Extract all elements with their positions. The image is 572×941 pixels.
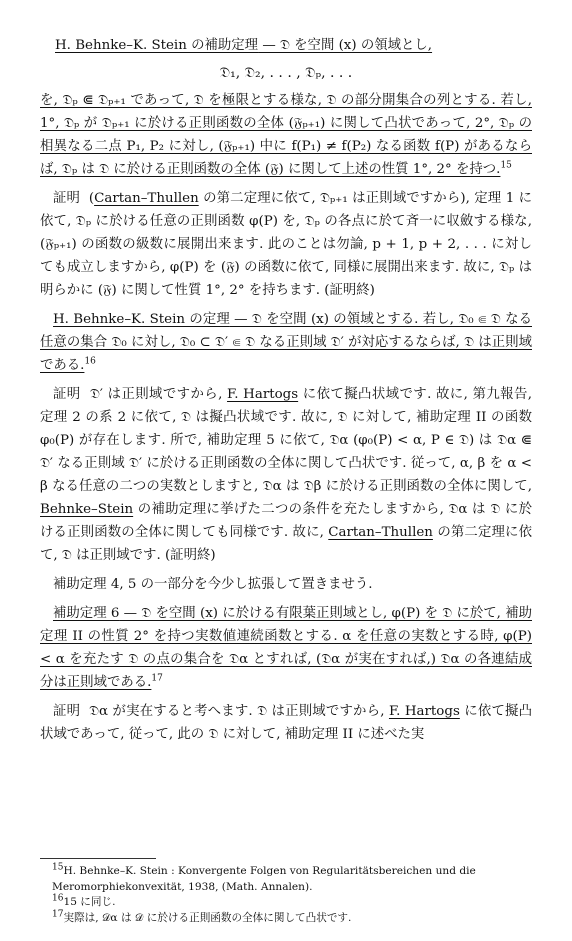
ref-hartogs: F. Hartogs — [388, 704, 460, 719]
proof-label: 証明 — [53, 387, 81, 402]
footnote-number: 16 — [52, 893, 64, 904]
theorem-text: — 𝔇 を空間 (x) の領域とする. 若し, 𝔇₀ ⋐ 𝔇 なる任意の集合 𝔇₀ に対し, 𝔇₀ ⊂ 𝔇′ ⋐ 𝔇 なる正則域 𝔇′ が対応するならば, 𝔇 は正則域である. — [40, 312, 532, 373]
proof-text-2: に依て擬凸状域であって, 従って, 此の 𝔇 に対して, 補助定理 II に述べた実 — [40, 704, 533, 742]
proof-lemma — [40, 187, 532, 302]
footnote-number: 15 — [52, 862, 64, 873]
extension-note: 補助定理 4, 5 の一部分を今少し拡張して置きませう. — [53, 577, 373, 592]
ref-behnke-stein: Behnke–Stein — [40, 502, 134, 517]
proof-theorem — [40, 383, 532, 567]
footnote-text: 15 に同じ. — [63, 896, 116, 908]
footnote-text: 実際は, 𝒟α は 𝒟 に於ける正則函数の全体に関して凸状です. — [63, 911, 352, 924]
footnote-ref-15: 15 — [500, 160, 512, 171]
proof-text-1: 𝔇α が実在すると考へます. 𝔇 は正則域ですから, — [89, 704, 389, 719]
footnote-ref-16: 16 — [84, 356, 96, 367]
domain-sequence: 𝔇₁, 𝔇₂, . . . , 𝔇ₚ, . . . — [219, 65, 353, 81]
proof-text-4: の第二定理に依て, 𝔇 は正則域です. (証明終) — [40, 525, 532, 563]
theorem-title: H. Behnke–K. Stein の定理 — [53, 312, 230, 327]
footnote-number: 17 — [52, 908, 64, 919]
lemma-6 — [40, 602, 532, 694]
footnote-ref-17: 17 — [151, 673, 163, 684]
proof-label: 証明 — [53, 704, 81, 719]
footnote-16 — [40, 895, 532, 911]
proof-label: 証明 — [53, 191, 81, 206]
proof-text: の第二定理に依て, 𝔇ₚ₊₁ は正則域ですから), 定理 1 に依て, 𝔇ₚ に於ける任意の正則函数 φ(P) を, 𝔇ₚ の各点に於て斉一に収斂する様な, (𝔉ₚ₊₁) の函数の級数に展開出来ます. 此のことは勿論, p + 1, p + 2, . . . に対しても成立しますから, φ(P) を (𝔉) の函数に依て, 同様に展開出来ます. 故に, 𝔇ₚ は明らかに (𝔉) に関して性質 1°, 2° を持ちます. (証明終) — [40, 191, 532, 298]
lemma-behnke-stein-body — [40, 89, 532, 181]
lemma-title: H. Behnke–K. Stein の補助定理 — [55, 38, 259, 53]
lemma-behnke-stein-intro — [40, 34, 532, 57]
proof-text-2: に依て擬凸状域です. 故に, 第九報告, 定理 2 の系 2 に依て, 𝔇 は擬凸状域です. 故に, 𝔇 に対して, 補助定理 II の函数 φ₀(P) が存在します. 所で, 補助定理 5 に依て, 𝔇α (φ₀(P) < α, P ∈ 𝔇) は 𝔇α ⋐ 𝔇′ なる正則域 𝔇′ に於ける正則函数の全体に関して凸状です. 従って, α, β を α < β なる任意の二つの実数としますと, 𝔇α は 𝔇β に於ける正則函数の全体に関して, — [40, 387, 533, 494]
proof-lemma6 — [40, 700, 532, 746]
ref-cartan-thullen: Cartan–Thullen — [328, 525, 433, 540]
footnote-15 — [40, 864, 532, 895]
footnote-text: H. Behnke–K. Stein : Konvergente Folgen von Regularitätsbereichen und die Meromorphiekonvexität, 1938, (Math. Annalen). — [52, 865, 476, 893]
lemma-intro-text: — 𝔇 を空間 (x) の領域とし, — [258, 38, 433, 53]
proof-text-3: の補助定理に挙げた二つの条件を充たしますから, 𝔇α は 𝔇 に於ける正則函数の全体に関しても同様です. 故に, — [40, 502, 532, 540]
ref-cartan-thullen: Cartan–Thullen — [94, 191, 199, 206]
footnote-rule — [40, 858, 156, 859]
lemma6-title: 補助定理 6 — [53, 606, 120, 621]
footnotes — [40, 864, 532, 926]
proof-open-paren: ( — [88, 191, 95, 206]
theorem-behnke-stein — [40, 308, 532, 377]
lemma6-text: — 𝔇 を空間 (x) に於ける有限葉正則域とし, φ(P) を 𝔇 に於て, 補助定理 II の性質 2° を持つ実数値連続函数とする. α を任意の実数とする時, φ(P) < α を充たす 𝔇 の点の集合を 𝔇α とすれば, (𝔇α が実在すれば,) 𝔇α の各連結成分は正則域である. — [40, 606, 532, 690]
proof-text-1: 𝔇′ は正則域ですから, — [89, 387, 228, 402]
footnote-17 — [40, 908, 532, 927]
ref-hartogs: F. Hartogs — [227, 387, 299, 402]
lemma-body-text: を, 𝔇ₚ ⋐ 𝔇ₚ₊₁ であって, 𝔇 を極限とする様な, 𝔇 の部分開集合の列とする. 若し, 1°, 𝔇ₚ が 𝔇ₚ₊₁ に於ける正則函数の全体 (𝔉ₚ₊₁) に関して凸状であって, 2°, 𝔇ₚ の相異なる二点 P₁, P₂ に対し, (𝔉ₚ₊₁) 中に f(P₁) ≠ f(P₂) なる函数 f(P) があるならば, 𝔇ₚ は 𝔇 に於ける正則函数の全体 (𝔉) に関して上述の性質 1°, 2° を持つ. — [40, 93, 532, 177]
